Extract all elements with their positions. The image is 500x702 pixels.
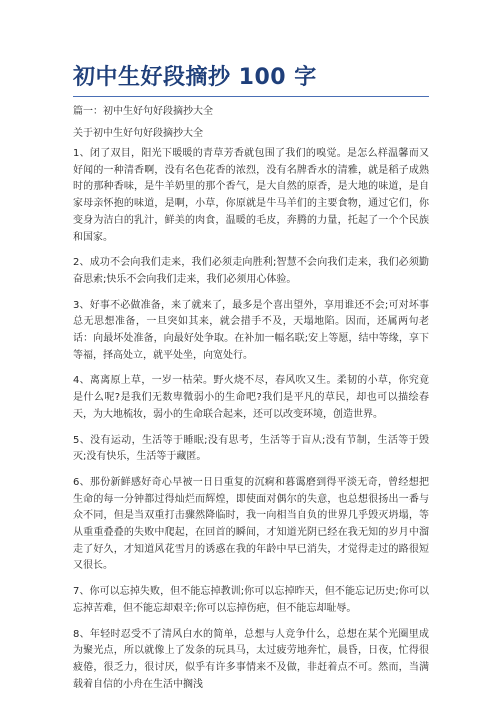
section-heading: 篇一：初中生好句好段摘抄大全 — [73, 106, 213, 117]
paragraph-5: 5、没有运动，生活等于睡眠;没有思考，生活等于盲从;没有节制，生活等于毁灭;没有快乐，生活等于藏匿。 — [73, 434, 429, 463]
subheading: 关于初中生好句好段摘抄大全 — [73, 128, 203, 139]
paragraph-6: 6、那份新鲜感好奇心早被一日日重复的沉痾和暮霭磨到得平淡无奇，曾经想把生命的每一分钟都过得灿烂而辉煌，即使面对偶尔的失意，也总想很扬出一番与众不同，但是当双重打击骤然降临时，我一向相当自负的世界几乎毁灭坍塌，等从重重叠叠的失败中爬起，在回首的瞬间，才知道光阴已经在我无知的岁月中溜走了好久，才知道风花雪月的诱惑在我的年龄中早已消失，才觉得走过的路很短又很长。 — [73, 476, 429, 572]
paragraph-list — [73, 146, 429, 702]
title-underline — [73, 96, 429, 97]
paragraph-7: 7、你可以忘掉失败，但不能忘掉教训;你可以忘掉昨天，但不能忘记历史;你可以忘掉苦难，但不能忘却艰辛;你可以忘掉伤疤，但不能忘却耻辱。 — [73, 586, 429, 614]
paragraph-8: 8、年轻时忍受不了清风白水的简单，总想与人竞争什么，总想在某个光圈里成为聚光点，所以就像上了发条的玩具马，太过疲劳地奔忙，晨昏，日夜，忙得很疲倦，很乏力，很讨厌，似乎有许多事情来不及做，非赶着点不可。然而，当满载着自信的小舟在生活中搁浅 — [73, 628, 429, 690]
paragraph-4: 4、离离原上草，一岁一枯荣。野火烧不尽，春风吹又生。柔韧的小草，你究竟是什么呢?是我们无数卑微弱小的生命吧?我们是平凡的草民，却也可以描绘春天，为大地梳妆，弱小的生命联合起来，还可以改变环境，创造世界。 — [73, 375, 429, 420]
paragraph-2: 2、成功不会向我们走来，我们必须走向胜利;智慧不会向我们走来，我们必须勤奋思索;快乐不会向我们走来，我们必须用心体验。 — [73, 257, 429, 285]
document-title: 初中生好段摘抄 100 字 — [73, 65, 317, 90]
paragraph-3: 3、好事不必做准备，来了就来了，最多是个喜出望外，享用谁还不会;可对坏事总无思想准备，一旦突如其来，就会措手不及，天塌地陷。因而，还属两句老话：向最坏处准备，向最好处争取。在补加一幅名联;安上等愿，结中等缘，享下等福，择高处立，就平处坐，向宽处行。 — [73, 299, 429, 361]
paragraph-1: 1、闭了双目，阳光下暖暖的青草芳香就包围了我们的嗅觉。是怎么样温馨而又好闻的一种清香啊，没有名色花香的浓烈，没有名牌香水的清雅，就是稻子成熟时的那种香味，是牛羊奶里的那个香气，是大自然的原香，是大地的味道，是自家母亲怀抱的味道，是啊，小草，你原就是牛马羊们的主要食物，通过它们，你变身为洁白的乳汁，鲜美的肉食，温暖的毛皮，奔腾的力量，托起了一个个民族和国家。 — [73, 148, 429, 243]
